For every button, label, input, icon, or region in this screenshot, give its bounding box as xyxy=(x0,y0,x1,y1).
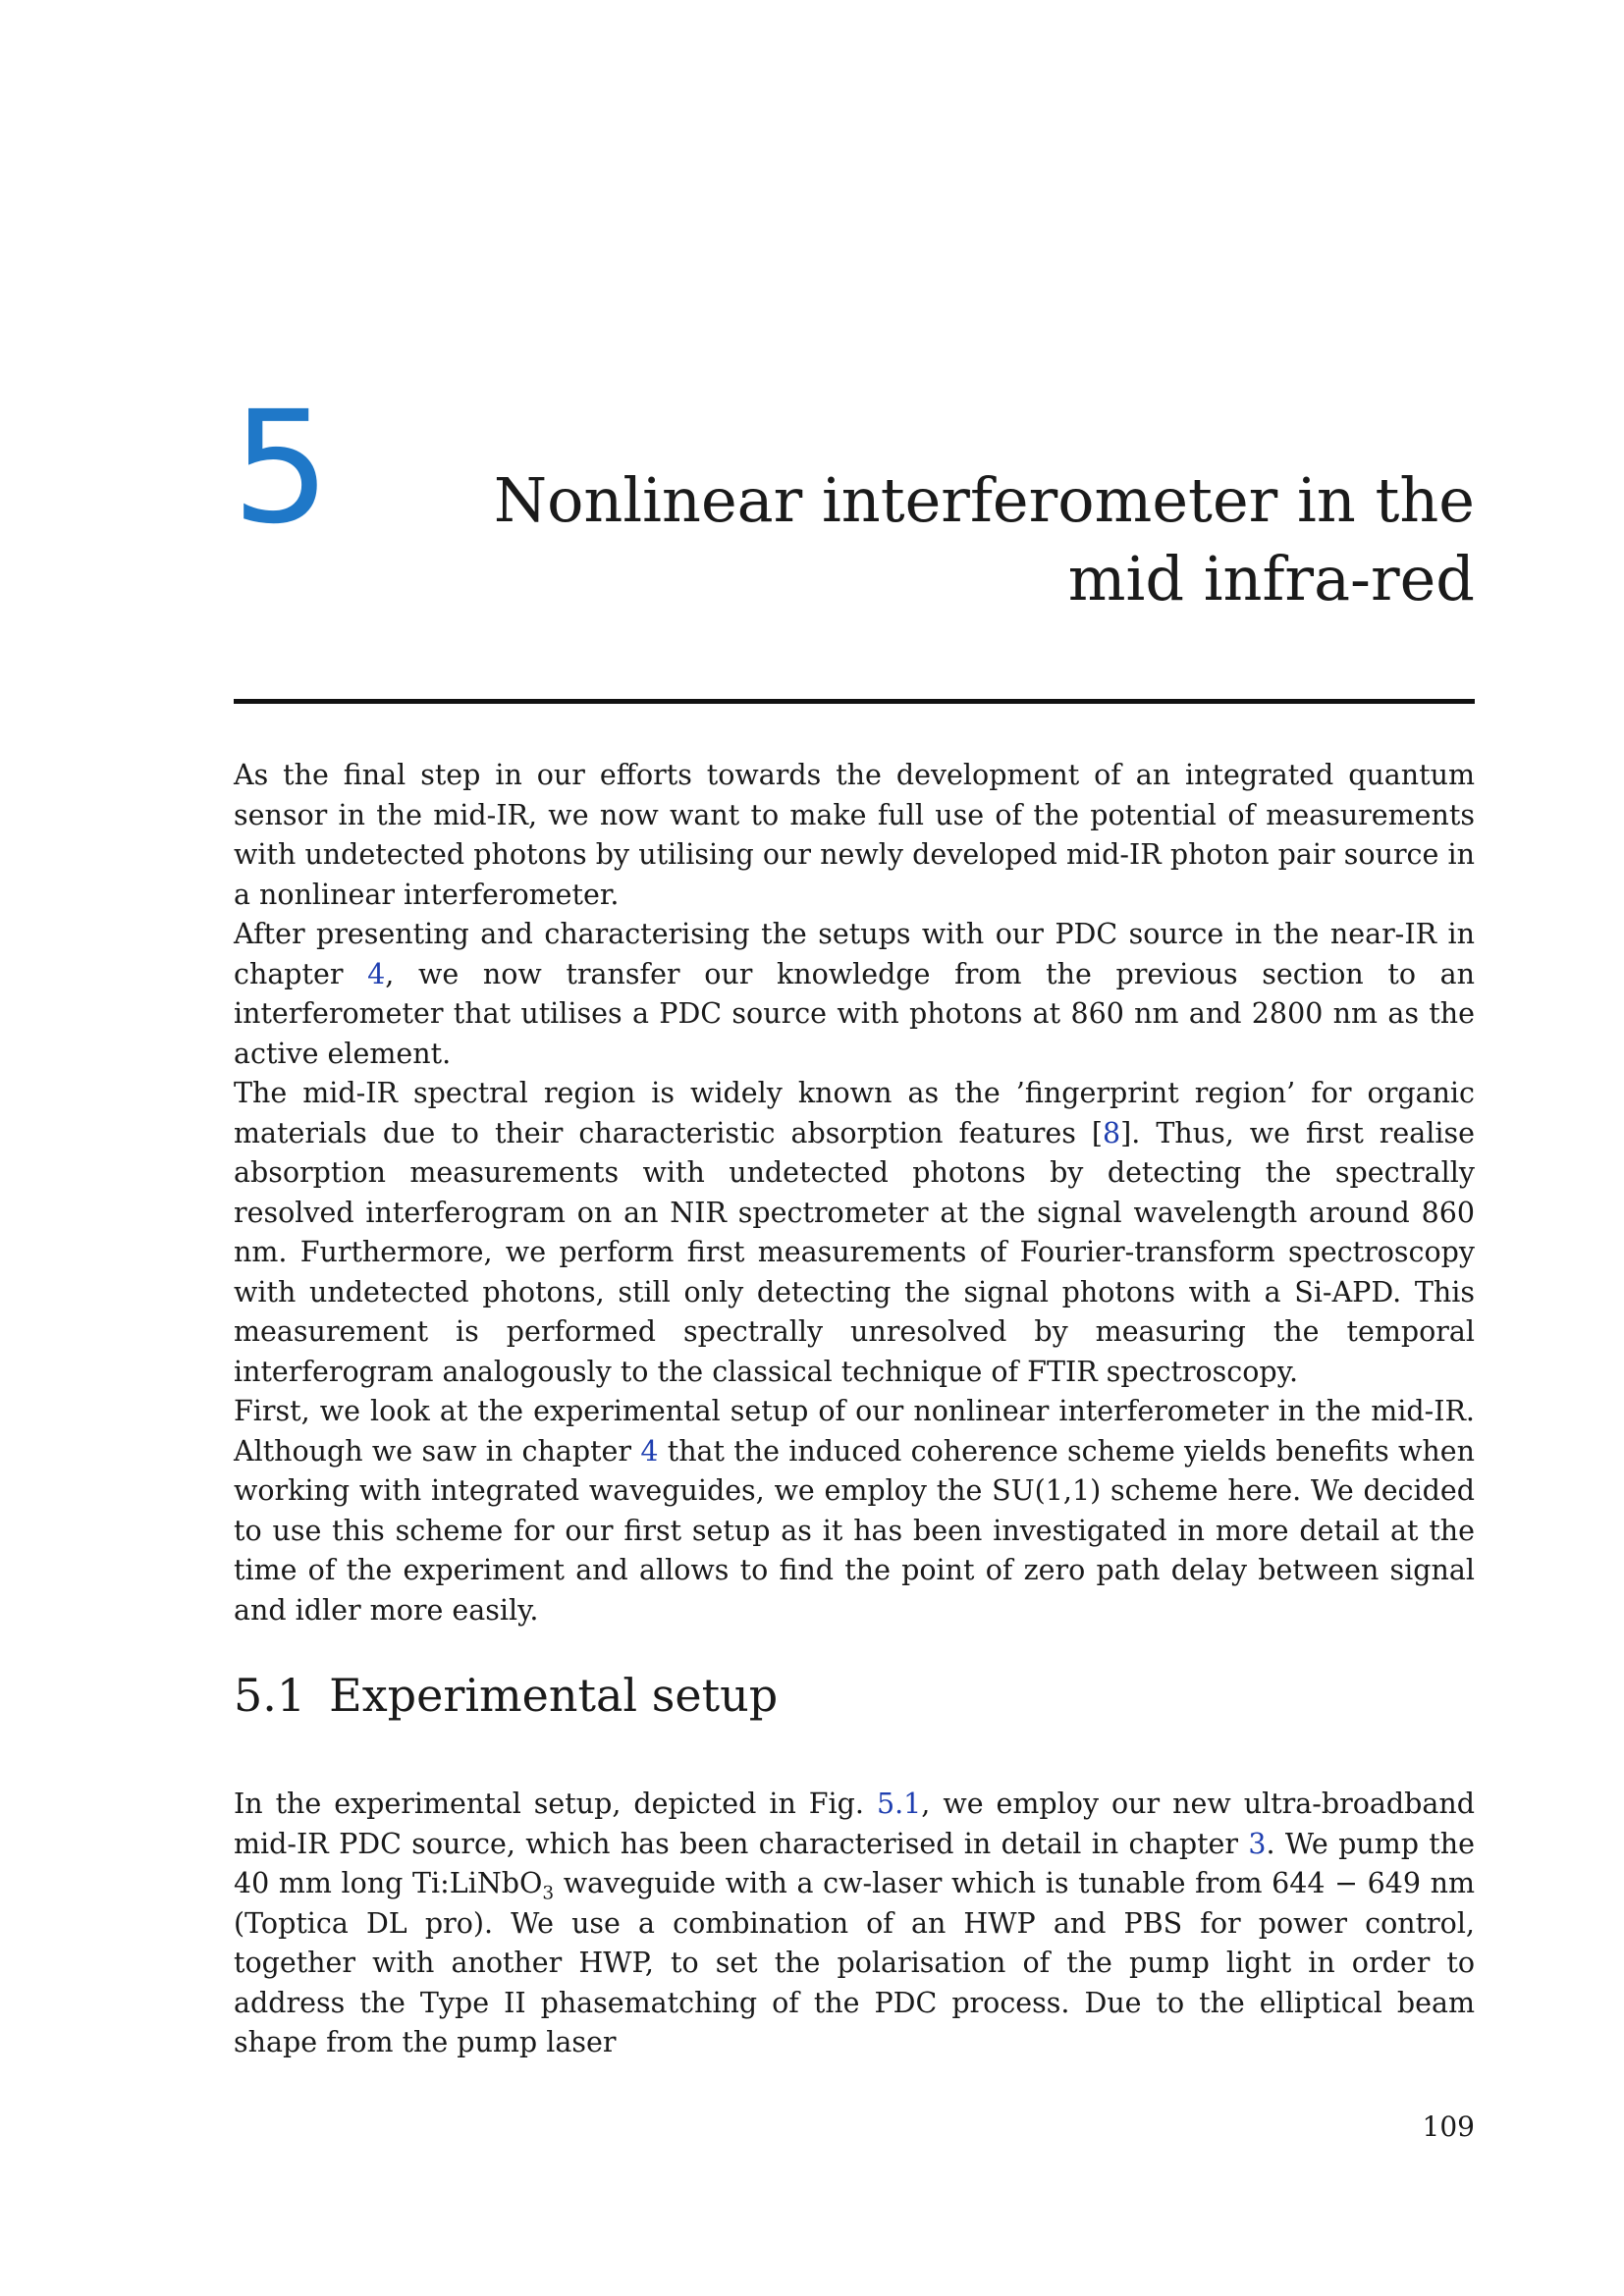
section-title: Experimental setup xyxy=(329,1669,779,1722)
text: The mid-IR spectral region is widely known as the ’fingerprint region’ for organic materials due to their characteristic absorption features [ xyxy=(234,1077,1475,1149)
text: waveguide with a cw-laser which is tunable from 644 − 649 nm (Toptica DL pro). We use a combination of an HWP and PBS for power control, together with another HWP, to set the polarisation of the pump light in order to address the Type II phasematching of the PDC process. Due to the elliptical beam shape from the pump laser xyxy=(234,1867,1476,2058)
chapter-4-reference-link[interactable]: 4 xyxy=(367,957,386,990)
figure-5-1-reference-link[interactable]: 5.1 xyxy=(876,1788,922,1820)
section-heading xyxy=(234,1669,778,1723)
chapter-title-line-2: mid infra-red xyxy=(1067,543,1475,614)
subscript: 3 xyxy=(542,1883,555,1904)
intro-paragraph-4 xyxy=(234,1392,1475,1630)
citation-8-link[interactable]: 8 xyxy=(1103,1116,1121,1149)
text: First, we look at the experimental setup of our nonlinear interferometer in the mid-IR. Although we saw in chapter xyxy=(234,1395,1475,1468)
chapter-title-line-1: Nonlinear interferometer in the xyxy=(493,464,1475,536)
title-rule xyxy=(234,699,1475,704)
text: , we now transfer our knowledge from the previous section to an interferometer that utilises a PDC source with photons at 860 nm and 2800 nm as the active element. xyxy=(234,957,1476,1070)
text: In the experimental setup, depicted in Fig. xyxy=(234,1788,877,1820)
chapter-4-reference-link[interactable]: 4 xyxy=(640,1434,659,1468)
text: ]. Thus, we first realise absorption measurements with undetected photons by detecting the spectrally resolved interferogram on an NIR spectrometer at the signal wavelength around 860 nm. Furthermore, we perform first measurements of Fourier-transform spectroscopy with undetected photons, still only detecting the signal photons with a Si-APD. This measurement is performed spectrally unresolved by measuring the temporal interferogram analogously to the classical technique of FTIR spectroscopy. xyxy=(234,1116,1476,1388)
chapter-intro xyxy=(234,756,1475,1630)
section-paragraph-1 xyxy=(234,1785,1475,2063)
chapter-title xyxy=(494,461,1475,618)
intro-paragraph-2 xyxy=(234,915,1475,1074)
section-number: 5.1 xyxy=(234,1669,306,1722)
text: After presenting and characterising the setups with our PDC source in the near-IR in chapter xyxy=(234,918,1475,990)
text: . We pump the 40 mm long Ti:LiNbO xyxy=(234,1827,1475,1899)
text: , we employ our new ultra-broadband mid-IR PDC source, which has been characterised in detail in chapter xyxy=(234,1788,1475,1860)
chapter-number: 5 xyxy=(232,378,331,559)
page-number: 109 xyxy=(1422,2110,1475,2143)
intro-paragraph-1: As the final step in our efforts towards the development of an integrated quantum sensor in the mid-IR, we now want to make full use of the potential of measurements with undetected photons by utilising our newly developed mid-IR photon pair source in a nonlinear interferometer. xyxy=(234,759,1475,911)
section-body xyxy=(234,1785,1475,2063)
text: that the induced coherence scheme yields benefits when working with integrated waveguides, we employ the SU(1,1) scheme here. We decided to use this scheme for our first setup as it has been investigated in more detail at the time of the experiment and allows to find the point of zero path delay between signal and idler more easily. xyxy=(234,1434,1476,1627)
intro-paragraph-3 xyxy=(234,1074,1475,1392)
chapter-3-reference-link[interactable]: 3 xyxy=(1248,1827,1267,1860)
